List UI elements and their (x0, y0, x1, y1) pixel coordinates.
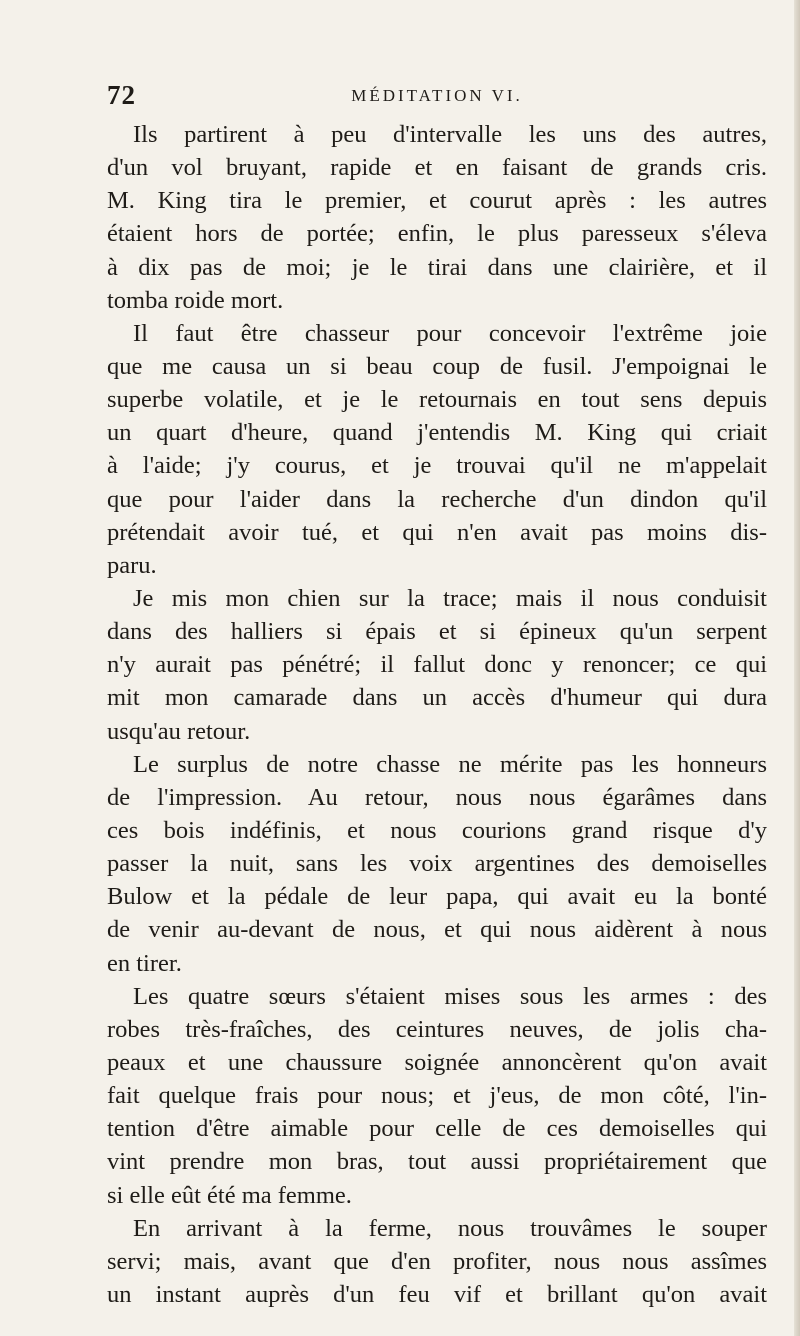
text-line: paru. (107, 551, 157, 579)
text-line: robes très-fraîches, des ceintures neuves, de jolis cha- (107, 1015, 767, 1043)
text-line: n'y aurait pas pénétré; il fallut donc y renoncer; ce qui (107, 651, 767, 679)
text-line: ces bois indéfinis, et nous courions grand risque d'y (107, 816, 767, 844)
text-line: que me causa un si beau coup de fusil. J'empoignai le (107, 352, 767, 380)
text-line: un quart d'heure, quand j'entendis M. King qui criait (107, 419, 767, 447)
text-line: tention d'être aimable pour celle de ces demoiselles qui (107, 1115, 767, 1143)
text-line: mit mon camarade dans un accès d'humeur qui dura (107, 684, 767, 712)
text-line: d'un vol bruyant, rapide et en faisant de grands cris. (107, 154, 767, 182)
text-line: prétendait avoir tué, et qui n'en avait pas moins dis- (107, 518, 767, 546)
text-line: dans des halliers si épais et si épineux qu'un serpent (107, 618, 767, 646)
text-line: superbe volatile, et je le retournais en tout sens depuis (107, 386, 767, 414)
text-line: en tirer. (107, 949, 182, 977)
text-line: En arrivant à la ferme, nous trouvâmes le souper (133, 1214, 767, 1242)
text-line: passer la nuit, sans les voix argentines des demoiselles (107, 850, 767, 878)
text-line: usqu'au retour. (107, 717, 251, 745)
text-line: un instant auprès d'un feu vif et brillant qu'on avait (107, 1280, 767, 1308)
text-line: que pour l'aider dans la recherche d'un dindon qu'il (107, 485, 767, 513)
running-head: MÉDITATION VI. (351, 86, 523, 105)
text-line: Bulow et la pédale de leur papa, qui avait eu la bonté (107, 883, 767, 911)
text-line: fait quelque frais pour nous; et j'eus, de mon côté, l'in- (107, 1082, 767, 1110)
text-line: peaux et une chaussure soignée annoncèrent qu'on avait (107, 1048, 767, 1076)
text-line: M. King tira le premier, et courut après : les autres (107, 187, 767, 215)
text-line: Je mis mon chien sur la trace; mais il nous conduisit (133, 584, 767, 612)
text-line: Il faut être chasseur pour concevoir l'extrême joie (133, 319, 767, 347)
text-line: Le surplus de notre chasse ne mérite pas les honneurs (133, 750, 767, 778)
text-line: vint prendre mon bras, tout aussi propriétairement que (107, 1148, 767, 1176)
text-line: de l'impression. Au retour, nous nous égarâmes dans (107, 783, 767, 811)
text-line: si elle eût été ma femme. (107, 1181, 352, 1209)
text-line: servi; mais, avant que d'en profiter, nous nous assîmes (107, 1247, 767, 1275)
page-edge (794, 0, 800, 1336)
body-text (107, 118, 767, 1311)
text-line: Ils partirent à peu d'intervalle les uns des autres, (133, 121, 767, 148)
page-header (107, 80, 767, 116)
text-line: à l'aide; j'y courus, et je trouvai qu'il ne m'appelait (107, 452, 767, 480)
text-line: tomba roide mort. (107, 286, 284, 314)
text-line: à dix pas de moi; je le tirai dans une clairière, et il (107, 253, 767, 281)
page-number: 72 (107, 80, 136, 110)
text-line: de venir au-devant de nous, et qui nous aidèrent à nous (107, 916, 767, 944)
text-line: étaient hors de portée; enfin, le plus paresseux s'éleva (107, 220, 767, 248)
text-line: Les quatre sœurs s'étaient mises sous les armes : des (133, 982, 767, 1010)
